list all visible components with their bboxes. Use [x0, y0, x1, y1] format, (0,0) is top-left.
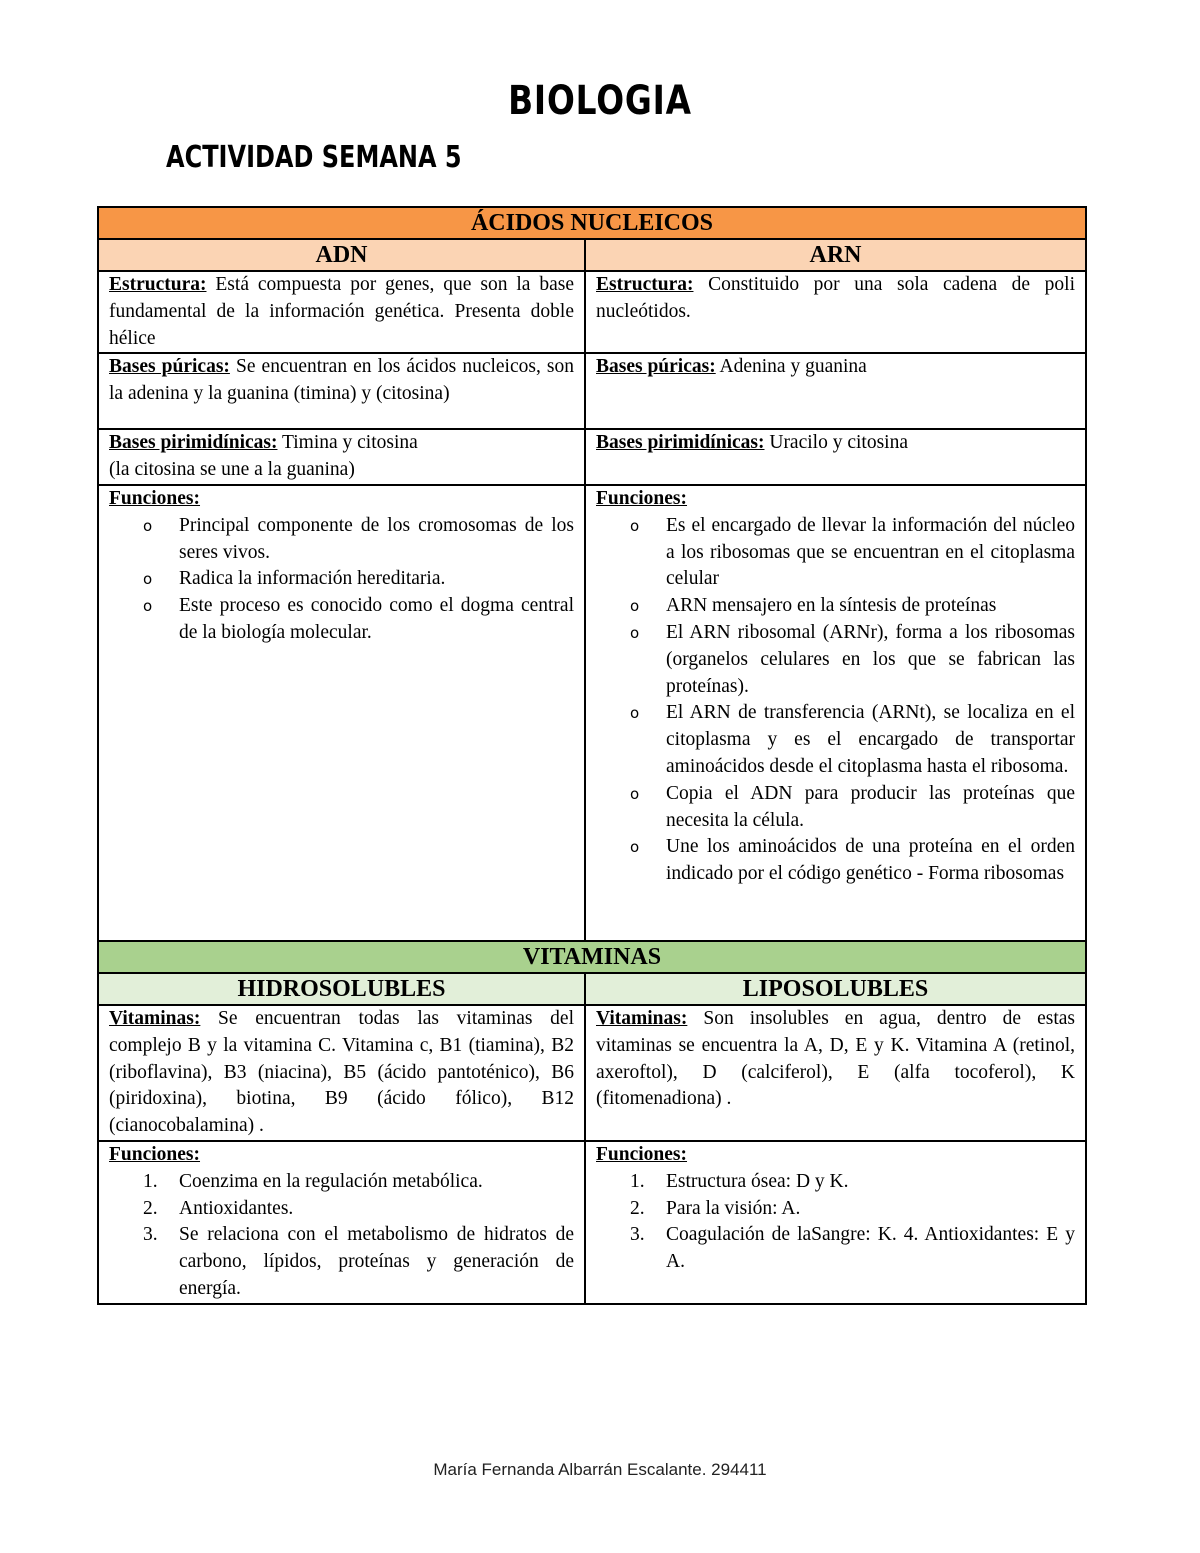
arn-pirimidinicas-cell — [585, 429, 1086, 485]
list-item-text: Este proceso es conocido como el dogma central de la biología molecular. — [179, 595, 574, 643]
list-number: 3. — [630, 1224, 645, 1246]
footer-author: María Fernanda Albarrán Escalante. 294411 — [433, 1460, 767, 1479]
list-item — [143, 1196, 574, 1223]
list-item — [630, 781, 1075, 835]
adn-funciones-cell — [98, 485, 585, 941]
adn-estructura-text: Está compuesta por genes, que son la base fundamental de la información genética. Presenta doble hélice — [109, 274, 574, 349]
arn-puricas-label: Bases púricas: — [596, 356, 716, 378]
adn-estructura-cell — [98, 271, 585, 353]
arn-funciones-list — [596, 513, 1075, 888]
adn-header: ADN — [98, 239, 585, 271]
acidos-section-title: ÁCIDOS NUCLEICOS — [98, 207, 1086, 239]
list-item — [143, 1222, 574, 1302]
bullet-icon: o — [630, 516, 640, 535]
list-item-text: Es el encargado de llevar la información del núcleo a los ribosomas que se encuentran en el citoplasma celular — [666, 514, 1075, 590]
list-number: 2. — [630, 1197, 645, 1219]
arn-estructura-text: Constituido por una sola cadena de poli nucleótidos. — [596, 274, 1075, 322]
adn-estructura-label: Estructura: — [109, 274, 207, 295]
hidro-funciones-list — [109, 1169, 574, 1303]
list-item-text: Estructura ósea: D y K. — [666, 1170, 849, 1192]
bullet-icon: o — [630, 623, 640, 642]
list-item — [143, 513, 574, 567]
list-number: 3. — [143, 1224, 158, 1246]
list-item — [630, 1222, 1075, 1276]
list-item-text: Une los aminoácidos de una proteína en el orden indicado por el código genético - Forma ribosomas — [666, 836, 1075, 885]
page-subtitle: ACTIVIDAD SEMANA 5 — [166, 140, 462, 175]
arn-estructura-cell — [585, 271, 1086, 353]
vitaminas-section-title: VITAMINAS — [98, 941, 1086, 973]
list-item — [630, 513, 1075, 593]
arn-pirimidinicas-text: Uracilo y citosina — [764, 432, 908, 454]
list-item-text: Copia el ADN para producir las proteínas que necesita la célula. — [666, 782, 1075, 831]
arn-header: ARN — [585, 239, 1086, 271]
list-item-text: Se relaciona con el metabolismo de hidratos de carbono, lípidos, proteínas y generación de energía. — [179, 1224, 574, 1299]
list-item — [630, 593, 1075, 620]
hidro-vitaminas-text: Se encuentran todas las vitaminas del complejo B y la vitamina C. Vitamina c, B1 (tiamina), B2 (riboflavina), B3 (niacina), B5 (ácido pantoténico), B6 (piridoxina), biotina, B9 (ácido fólico), B12 (cianocobalamina) . — [109, 1007, 574, 1137]
adn-pirimidinicas-cell — [98, 429, 585, 485]
list-item-text: Coenzima en la regulación metabólica. — [179, 1170, 483, 1192]
list-number: 1. — [143, 1170, 158, 1192]
liposolubles-header: LIPOSOLUBLES — [585, 973, 1086, 1005]
arn-puricas-text: Adenina y guanina — [715, 356, 867, 378]
bullet-icon: o — [143, 570, 153, 589]
arn-pirimidinicas-label: Bases pirimidínicas: — [596, 432, 765, 454]
bullet-icon: o — [630, 838, 640, 857]
list-item-text: Radica la información hereditaria. — [179, 568, 446, 590]
hidro-vitaminas-label: Vitaminas: — [109, 1007, 201, 1029]
hidro-funciones-cell — [98, 1141, 585, 1304]
bullet-icon: o — [143, 597, 153, 616]
bullet-icon: o — [630, 784, 640, 803]
list-item — [630, 1169, 1075, 1196]
list-item — [143, 566, 574, 593]
adn-puricas-cell — [98, 353, 585, 429]
biology-table — [97, 206, 1087, 1305]
adn-funciones-list — [109, 513, 574, 647]
adn-puricas-text: Se encuentran en los ácidos nucleicos, son la adenina y la guanina (timina) y (citosina) — [109, 356, 574, 405]
bullet-icon: o — [143, 516, 153, 535]
arn-puricas-cell — [585, 353, 1086, 429]
lipo-funciones-cell — [585, 1141, 1086, 1304]
list-item — [630, 620, 1075, 700]
adn-funciones-label: Funciones: — [109, 487, 201, 509]
arn-funciones-label: Funciones: — [596, 487, 688, 509]
adn-puricas-label: Bases púricas: — [109, 356, 230, 378]
lipo-funciones-list — [596, 1169, 1075, 1276]
list-item-text: Para la visión: A. — [666, 1197, 801, 1219]
list-item-text: El ARN de transferencia (ARNt), se localiza en el citoplasma y es el encargado de transportar aminoácidos desde el citoplasma hasta el ribosoma. — [666, 702, 1075, 777]
lipo-funciones-label: Funciones: — [596, 1143, 688, 1165]
arn-estructura-label: Estructura: — [596, 274, 694, 295]
list-item-text: Coagulación de laSangre: K. 4. Antioxidantes: E y A. — [666, 1224, 1075, 1273]
list-item-text: Antioxidantes. — [179, 1197, 294, 1219]
list-number: 1. — [630, 1170, 645, 1192]
adn-pirimidinicas-text: Timina y citosina — [277, 432, 418, 454]
adn-pirimidinicas-note: (la citosina se une a la guanina) — [109, 459, 355, 481]
list-item — [630, 1196, 1075, 1223]
lipo-vitaminas-label: Vitaminas: — [596, 1007, 688, 1029]
adn-pirimidinicas-label: Bases pirimidínicas: — [109, 432, 278, 454]
hidro-vitaminas-cell — [98, 1005, 585, 1141]
hidrosolubles-header: HIDROSOLUBLES — [98, 973, 585, 1005]
list-item-text: El ARN ribosomal (ARNr), forma a los ribosomas (organelos celulares en los que se fabrican las proteínas). — [666, 621, 1075, 697]
page-title: BIOLOGIA — [508, 78, 692, 124]
list-item — [143, 593, 574, 647]
list-item — [143, 1169, 574, 1196]
list-number: 2. — [143, 1197, 158, 1219]
list-item — [630, 700, 1075, 780]
bullet-icon: o — [630, 597, 640, 616]
lipo-vitaminas-text: Son insolubles en agua, dentro de estas vitaminas se encuentra la A, D, E y K. Vitamina A (retinol, axeroftol), D (calciferol), E (alfa tocoferol), K (fitomenadiona) . — [596, 1007, 1075, 1110]
list-item-text: ARN mensajero en la síntesis de proteínas — [666, 595, 997, 617]
list-item-text: Principal componente de los cromosomas de los seres vivos. — [179, 514, 574, 563]
arn-funciones-cell — [585, 485, 1086, 941]
lipo-vitaminas-cell — [585, 1005, 1086, 1141]
bullet-icon: o — [630, 704, 640, 723]
list-item — [630, 834, 1075, 888]
hidro-funciones-label: Funciones: — [109, 1143, 201, 1165]
